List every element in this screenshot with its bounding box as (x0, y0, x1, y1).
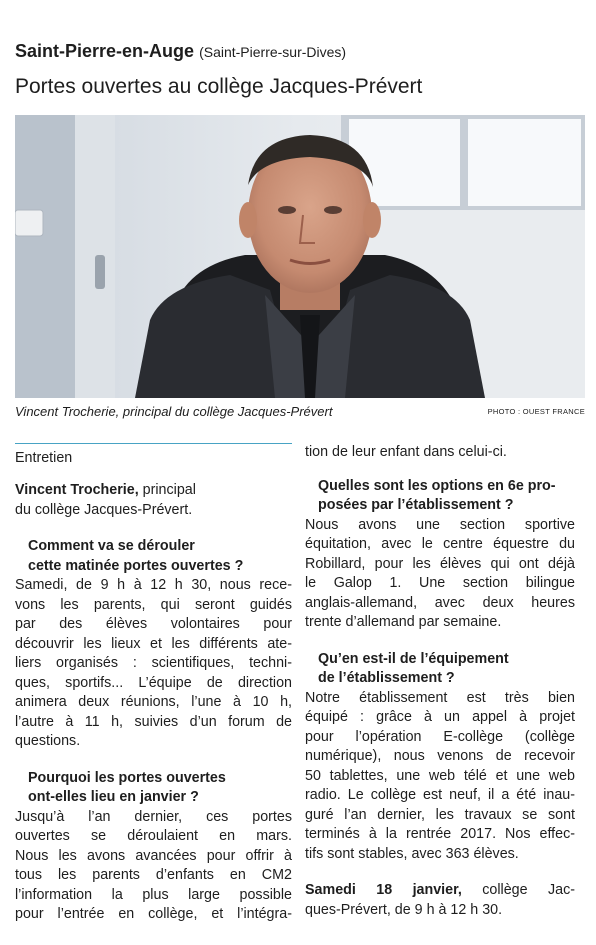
event-info-line (305, 881, 575, 901)
event-venue: collège Jac- (482, 882, 575, 898)
article-column-left (15, 443, 292, 925)
answer-3-line: Robillard, pour les élèves qui ont déjà (305, 555, 575, 572)
event-date: Samedi 18 janvier, (305, 882, 462, 898)
answer-2-line: pour l’entrée en collège, et l’intégra- (15, 906, 292, 922)
question-1-line-1: Comment va se dérouler (28, 538, 195, 554)
answer-3-line: Nous avons une section sportive (305, 516, 575, 533)
interviewee-role-line: du collège Jacques-Prévert. (15, 501, 193, 518)
answer-3-line: anglais-allemand, avec deux heures (305, 594, 575, 611)
interviewee-line (15, 481, 292, 501)
answer-4-line: pour l’opération E-collège (collège (305, 728, 575, 745)
answer-1-line: liers organisés : scientifiques, techni- (15, 655, 292, 671)
answer-1-line: animera deux réunions, l’une à 10 h, (15, 694, 292, 710)
answer-1-line: ques, sportifs... L’équipe de direction (15, 674, 292, 691)
answer-2-line: l’information la plus large possible (15, 886, 292, 903)
answer-1-line: l’autre à 11 h, suivies d’un forum de (15, 713, 292, 730)
answer-4-line: équipé : grâce à un appel à projet (305, 709, 575, 725)
answer-4-line: Notre établissement est très bien (305, 689, 575, 706)
article-column-right (305, 443, 575, 920)
question-1-line-2: cette matinée portes ouvertes ? (28, 557, 244, 574)
answer-3-line: le Galop 1. Une section bilingue (305, 575, 575, 591)
article-header (15, 40, 585, 63)
answer-4-line: radio. Le collège est neuf, il a été inau- (305, 787, 575, 803)
answer-4-line: tifs sont stables, avec 363 élèves. (305, 845, 519, 862)
answer-4-line: numérique), nous venons de recevoir (305, 748, 575, 764)
answer-2-line: ouvertes se déroulaient en mars. (15, 828, 292, 844)
question-4-line-1: Qu’en est-il de l’équipement (318, 650, 509, 667)
answer-3-line: équitation, avec le centre équestre du (305, 536, 575, 552)
answer-3-line: trente d’allemand par semaine. (305, 614, 502, 630)
question-3-line-1: Quelles sont les options en 6e pro- (318, 477, 556, 494)
answer-2-line: Jusqu’à l’an dernier, ces portes (15, 808, 292, 825)
photo-caption-row (15, 402, 585, 422)
answer-4-line: guré l’an dernier, les travaux se sont (305, 806, 575, 823)
photo-caption: Vincent Trocherie, principal du collège Jacques-Prévert (15, 404, 333, 419)
answer-4-line: terminés à la rentrée 2017. Nos effec- (305, 826, 575, 842)
question-2-line-2: ont-elles lieu en janvier ? (28, 789, 199, 805)
answer-2-line: tous les parents d’enfants en CM2 (15, 867, 292, 883)
question-2-line-1: Pourquoi les portes ouvertes (28, 769, 226, 786)
town-subtitle: (Saint-Pierre-sur-Dives) (199, 44, 347, 60)
town-name: Saint-Pierre-en-Auge (15, 41, 195, 61)
answer-1-line: Samedi, de 9 h à 12 h 30, nous rece- (15, 577, 292, 593)
answer-1-line: questions. (15, 733, 81, 749)
answer-1-line: vons les parents, qui seront guidés (15, 596, 292, 613)
interviewee-role: principal (142, 482, 196, 498)
article-title: Portes ouvertes au collège Jacques-Prévert (15, 75, 423, 98)
rubric-label: Entretien (15, 443, 292, 467)
answer-1-line: par des élèves volontaires pour (15, 616, 292, 632)
interviewee-name: Vincent Trocherie, (15, 482, 139, 498)
portrait-illustration (15, 115, 585, 398)
answer-1-line: découvrir les lieux et les différents ate- (15, 635, 292, 652)
photo-credit: PHOTO : OUEST FRANCE (487, 407, 585, 416)
answer-2-line: Nous les avons avancées pour offrir à (15, 847, 292, 864)
article-photo (15, 115, 585, 398)
question-3-line-2: posées par l’établissement ? (318, 497, 514, 513)
question-4-line-2: de l’établissement ? (318, 670, 455, 686)
answer-4-line: 50 tablettes, une web télé et une web (305, 767, 575, 784)
answer-2-continuation: tion de leur enfant dans celui-ci. (305, 444, 507, 460)
location-line (15, 40, 585, 63)
event-info-line-2: ques-Prévert, de 9 h à 12 h 30. (305, 901, 503, 918)
